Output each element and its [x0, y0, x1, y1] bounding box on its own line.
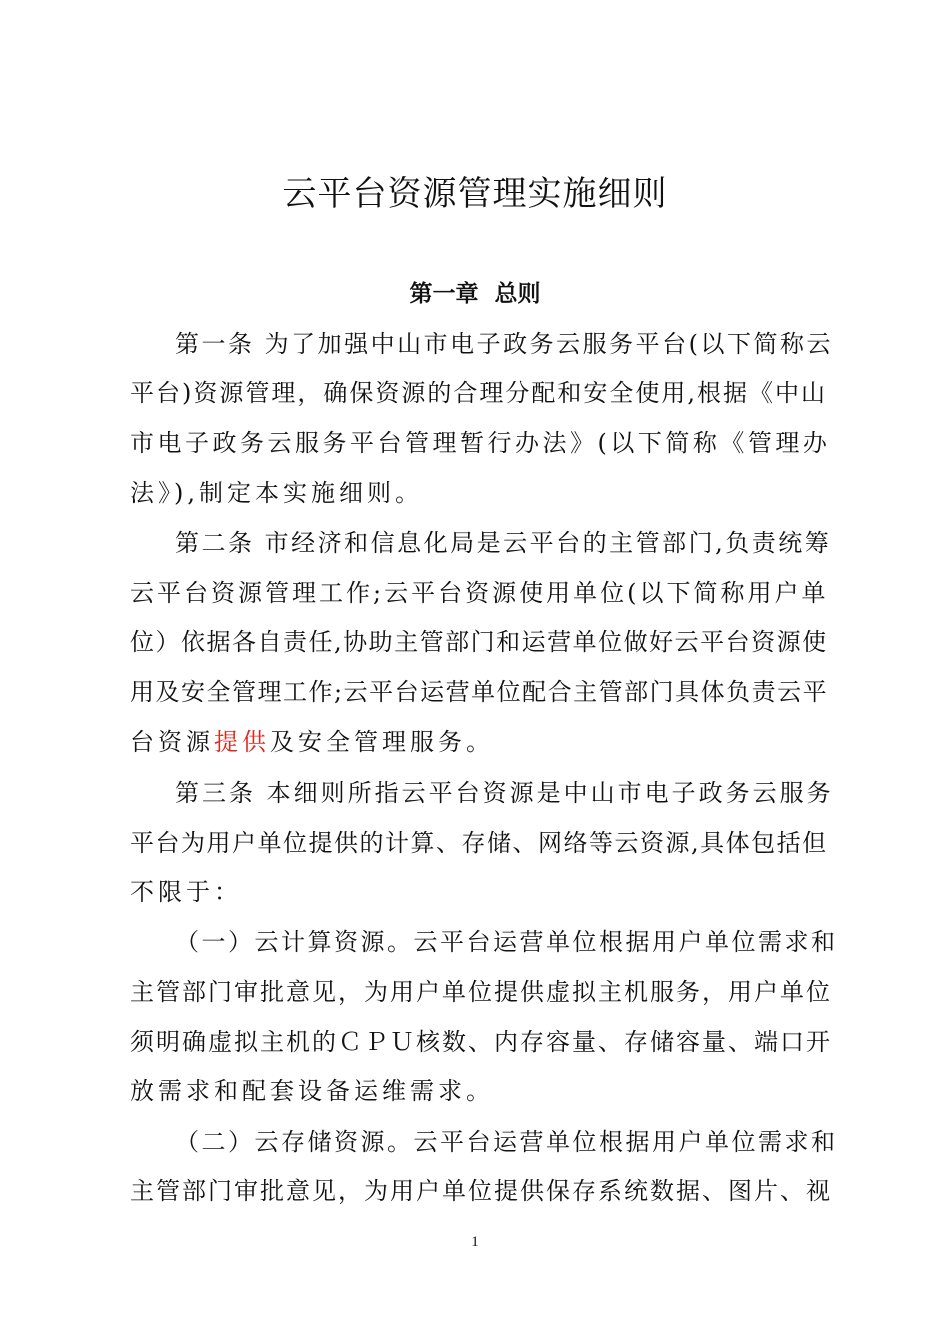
- article-2-line-5: [130, 724, 494, 760]
- item-1-line-1: （一）云计算资源。云平台运营单位根据用户单位需求和: [175, 928, 838, 956]
- article-2-line-4: 用及安全管理工作;云平台运营单位配合主管部门具体负责云平: [130, 678, 829, 706]
- chapter-heading: 第一章 总则: [409, 281, 541, 307]
- article-3-line-3: 不限于：: [130, 878, 242, 906]
- item-1-line-4: 放需求和配套设备运维需求。: [130, 1077, 494, 1105]
- item-1-line-2: 主管部门审批意见，为用户单位提供虚拟主机服务，用户单位: [130, 978, 832, 1006]
- article-2-line-2: 云平台资源管理工作;云平台资源使用单位(以下简称用户单: [130, 579, 829, 607]
- article-3-line-1: 第三条 本细则所指云平台资源是中山市电子政务云服务: [175, 779, 834, 807]
- highlighted-text: 提供: [214, 728, 270, 756]
- item-1-line-3: 须明确虚拟主机的ＣＰＵ核数、内存容量、存储容量、端口开: [130, 1028, 832, 1056]
- article-2-line-3: 位）依据各自责任,协助主管部门和运营单位做好云平台资源使: [130, 628, 828, 656]
- article-1-line-2: 平台)资源管理，确保资源的合理分配和安全使用,根据《中山: [130, 379, 827, 407]
- page-number: 1: [471, 1234, 479, 1250]
- article-1-line-1: 第一条 为了加强中山市电子政务云服务平台(以下简称云: [175, 330, 833, 358]
- article-1-line-4: 法》),制定本实施细则。: [130, 479, 423, 507]
- article-2-line-1: 第二条 市经济和信息化局是云平台的主管部门,负责统筹: [175, 529, 832, 557]
- item-2-line-1: （二）云存储资源。云平台运营单位根据用户单位需求和: [175, 1128, 838, 1156]
- article-1-line-3: 市电子政务云服务平台管理暂行办法》(以下简称《管理办: [130, 429, 831, 457]
- document-title: 云平台资源管理实施细则: [282, 174, 668, 214]
- article-3-line-2: 平台为用户单位提供的计算、存储、网络等云资源,具体包括但: [130, 829, 828, 857]
- line-text-after: 及安全管理服务。: [270, 728, 494, 756]
- line-text-before: 台资源: [130, 728, 214, 756]
- item-2-line-2: 主管部门审批意见，为用户单位提供保存系统数据、图片、视: [130, 1177, 832, 1205]
